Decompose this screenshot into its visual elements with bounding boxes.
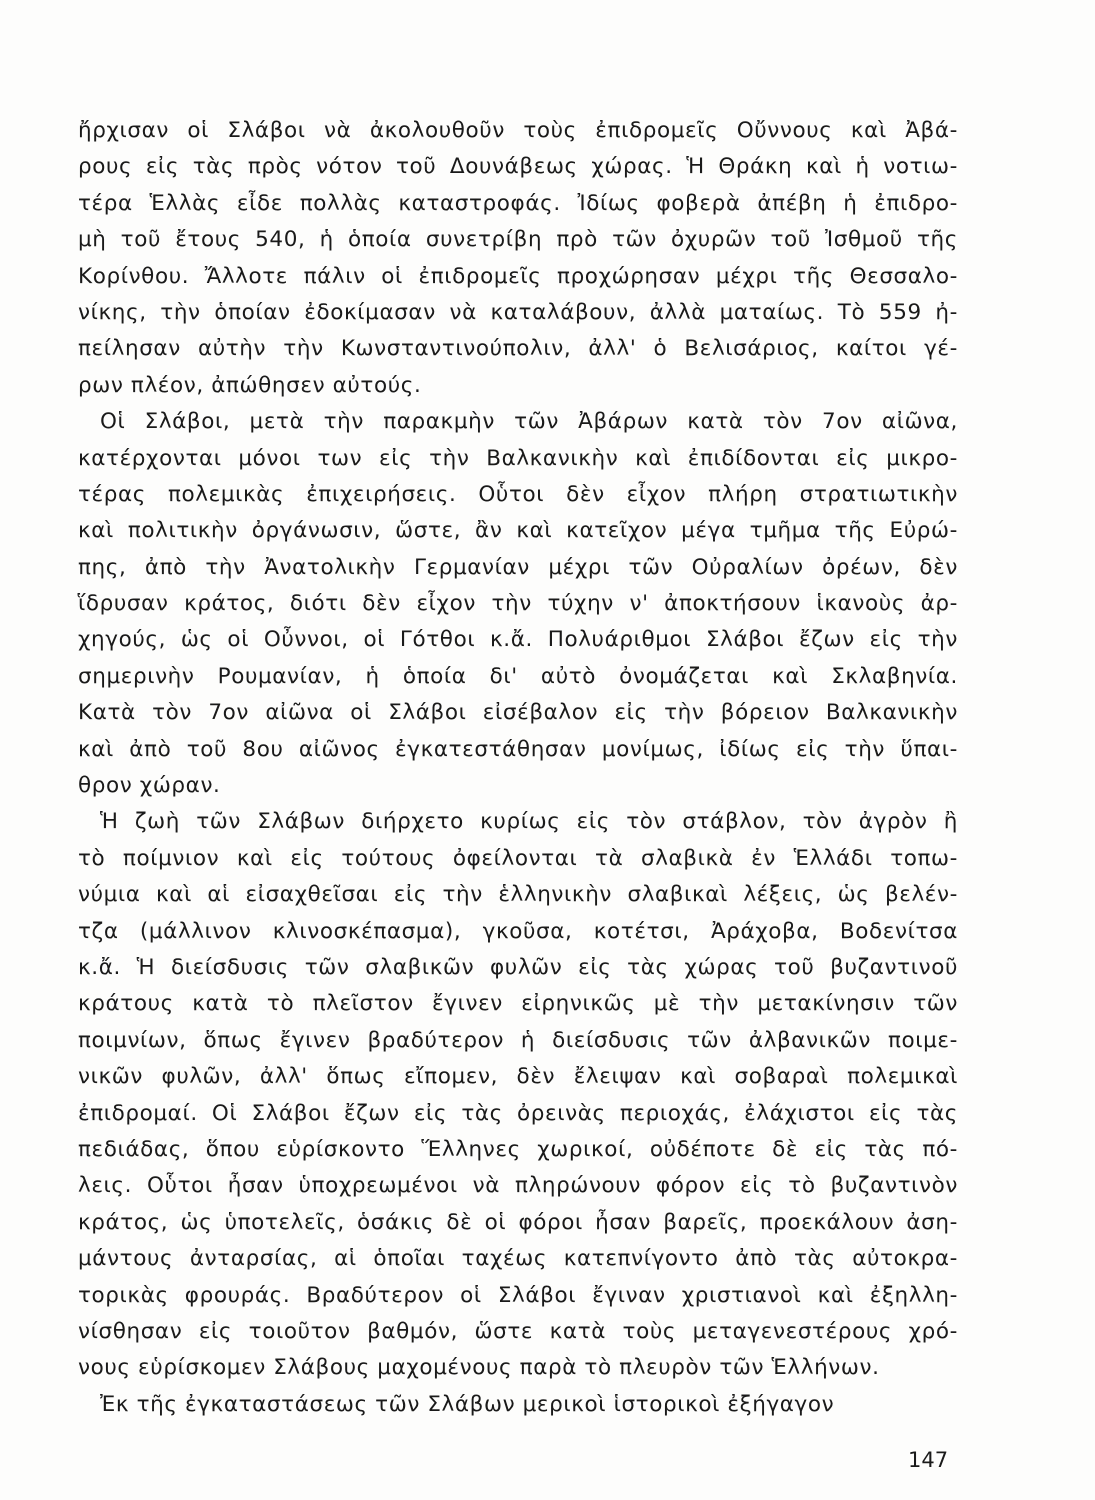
text-line: ἵδρυσαν κράτος, διότι δὲν εἶχον τὴν τύχην ν' ἀποκτήσουν ἱκανοὺς ἀρ- bbox=[78, 591, 958, 617]
text-line: ποιμνίων, ὅπως ἔγινεν βραδύτερον ἡ διείσδυσις τῶν ἀλβανικῶν ποιμε- bbox=[78, 1027, 958, 1053]
text-line: τζα (μάλλινον κλινοσκέπασμα), γκοῦσα, κοτέτσι, Ἀράχοβα, Βοδενίτσα bbox=[78, 918, 958, 944]
text-line: Κορίνθου. Ἄλλοτε πάλιν οἱ ἐπιδρομεῖς προχώρησαν μέχρι τῆς Θεσσαλο- bbox=[78, 263, 958, 289]
text-line: νίσθησαν εἰς τοιοῦτον βαθμόν, ὥστε κατὰ τοὺς μεταγενεστέρους χρό- bbox=[78, 1318, 958, 1344]
text-line: κατέρχονται μόνοι των εἰς τὴν Βαλκανικὴν καὶ ἐπιδίδονται εἰς μικρο- bbox=[78, 445, 958, 471]
text-line: τέρα Ἑλλὰς εἶδε πολλὰς καταστροφάς. Ἰδίως φοβερὰ ἀπέβη ἡ ἐπιδρο- bbox=[78, 190, 958, 216]
text-line: Κατὰ τὸν 7ον αἰῶνα οἱ Σλάβοι εἰσέβαλον εἰς τὴν βόρειον Βαλκανικὴν bbox=[78, 700, 958, 726]
text-line: κ.ἄ. Ἡ διείσδυσις τῶν σλαβικῶν φυλῶν εἰς τὰς χώρας τοῦ βυζαντινοῦ bbox=[78, 954, 958, 980]
text-line: νύμια καὶ αἱ εἰσαχθεῖσαι εἰς τὴν ἑλληνικὴν σλαβικαὶ λέξεις, ὡς βελέν- bbox=[78, 882, 958, 908]
text-line: τέρας πολεμικὰς ἐπιχειρήσεις. Οὗτοι δὲν εἶχον πλήρη στρατιωτικὴν bbox=[78, 481, 958, 507]
text-line: καὶ πολιτικὴν ὀργάνωσιν, ὥστε, ἂν καὶ κατεῖχον μέγα τμῆμα τῆς Εὐρώ- bbox=[78, 518, 958, 544]
text-line: λεις. Οὗτοι ἦσαν ὑποχρεωμένοι νὰ πληρώνουν φόρον εἰς τὸ βυζαντινὸν bbox=[78, 1173, 958, 1199]
paragraph bbox=[78, 113, 958, 404]
paragraph bbox=[78, 804, 958, 1386]
text-line: σημερινὴν Ρουμανίαν, ἡ ὁποία δι' αὐτὸ ὀνομάζεται καὶ Σκλαβηνία. bbox=[78, 663, 958, 689]
text-line: τὸ ποίμνιον καὶ εἰς τούτους ὀφείλονται τὰ σλαβικὰ ἐν Ἑλλάδι τοπω- bbox=[78, 845, 958, 871]
text-line: πείλησαν αὐτὴν τὴν Κωνσταντινούπολιν, ἀλλ' ὁ Βελισάριος, καίτοι γέ- bbox=[78, 336, 958, 362]
text-line: νους εὑρίσκομεν Σλάβους μαχομένους παρὰ τὸ πλευρὸν τῶν Ἑλλήνων. bbox=[78, 1355, 880, 1381]
text-line: θρον χώραν. bbox=[78, 773, 221, 799]
paragraph bbox=[78, 404, 958, 804]
text-line: ἐπιδρομαί. Οἱ Σλάβοι ἔζων εἰς τὰς ὀρεινὰς περιοχάς, ἐλάχιστοι εἰς τὰς bbox=[78, 1100, 958, 1126]
text-line: πεδιάδας, ὅπου εὑρίσκοντο Ἕλληνες χωρικοί, οὐδέποτε δὲ εἰς τὰς πό- bbox=[78, 1136, 958, 1162]
text-line: ρων πλέον, ἀπώθησεν αὐτούς. bbox=[78, 372, 422, 398]
text-line: κράτους κατὰ τὸ πλεῖστον ἔγινεν εἰρηνικῶς μὲ τὴν μετακίνησιν τῶν bbox=[78, 991, 958, 1017]
text-line: μὴ τοῦ ἔτους 540, ἡ ὁποία συνετρίβη πρὸ τῶν ὀχυρῶν τοῦ Ἰσθμοῦ τῆς bbox=[78, 227, 958, 253]
text-line: χηγούς, ὡς οἱ Οὖννοι, οἱ Γότθοι κ.ἄ. Πολυάριθμοι Σλάβοι ἔζων εἰς τὴν bbox=[78, 627, 958, 653]
text-line: καὶ ἀπὸ τοῦ 8ου αἰῶνος ἐγκατεστάθησαν μονίμως, ἰδίως εἰς τὴν ὕπαι- bbox=[78, 736, 958, 762]
text-line: νικῶν φυλῶν, ἀλλ' ὅπως εἴπομεν, δὲν ἔλειψαν καὶ σοβαραὶ πολεμικαὶ bbox=[78, 1064, 958, 1090]
text-line: ἤρχισαν οἱ Σλάβοι νὰ ἀκολουθοῦν τοὺς ἐπιδρομεῖς Οὔννους καὶ Ἀβά- bbox=[78, 118, 958, 143]
text-line: μάντους ἀνταρσίας, αἱ ὁποῖαι ταχέως κατεπνίγοντο ἀπὸ τὰς αὐτοκρα- bbox=[78, 1246, 958, 1272]
body-text bbox=[78, 113, 958, 1423]
text-line: κράτος, ὡς ὑποτελεῖς, ὁσάκις δὲ οἱ φόροι ἦσαν βαρεῖς, προεκάλουν ἀση- bbox=[78, 1209, 958, 1235]
paragraph bbox=[78, 1387, 958, 1423]
text-line: Οἱ Σλάβοι, μετὰ τὴν παρακμὴν τῶν Ἀβάρων κατὰ τὸν 7ον αἰῶνα, bbox=[100, 409, 958, 435]
text-line: νίκης, τὴν ὁποίαν ἐδοκίμασαν νὰ καταλάβουν, ἀλλὰ ματαίως. Τὸ 559 ἠ- bbox=[78, 299, 958, 325]
text-line: Ἡ ζωὴ τῶν Σλάβων διήρχετο κυρίως εἰς τὸν στάβλον, τὸν ἀγρὸν ἢ bbox=[100, 809, 958, 835]
text-line: πης, ἀπὸ τὴν Ἀνατολικὴν Γερμανίαν μέχρι τῶν Οὐραλίων ὀρέων, δὲν bbox=[78, 554, 958, 580]
text-line: τορικὰς φρουράς. Βραδύτερον οἱ Σλάβοι ἔγιναν χριστιανοὶ καὶ ἐξηλλη- bbox=[78, 1282, 958, 1308]
page-number: 147 bbox=[908, 1448, 949, 1472]
text-line: ρους εἰς τὰς πρὸς νότον τοῦ Δουνάβεως χώρας. Ἡ Θράκη καὶ ἡ νοτιω- bbox=[78, 154, 958, 180]
text-line: Ἐκ τῆς ἐγκαταστάσεως τῶν Σλάβων μερικοὶ ἱστορικοὶ ἐξήγαγον bbox=[100, 1391, 835, 1417]
